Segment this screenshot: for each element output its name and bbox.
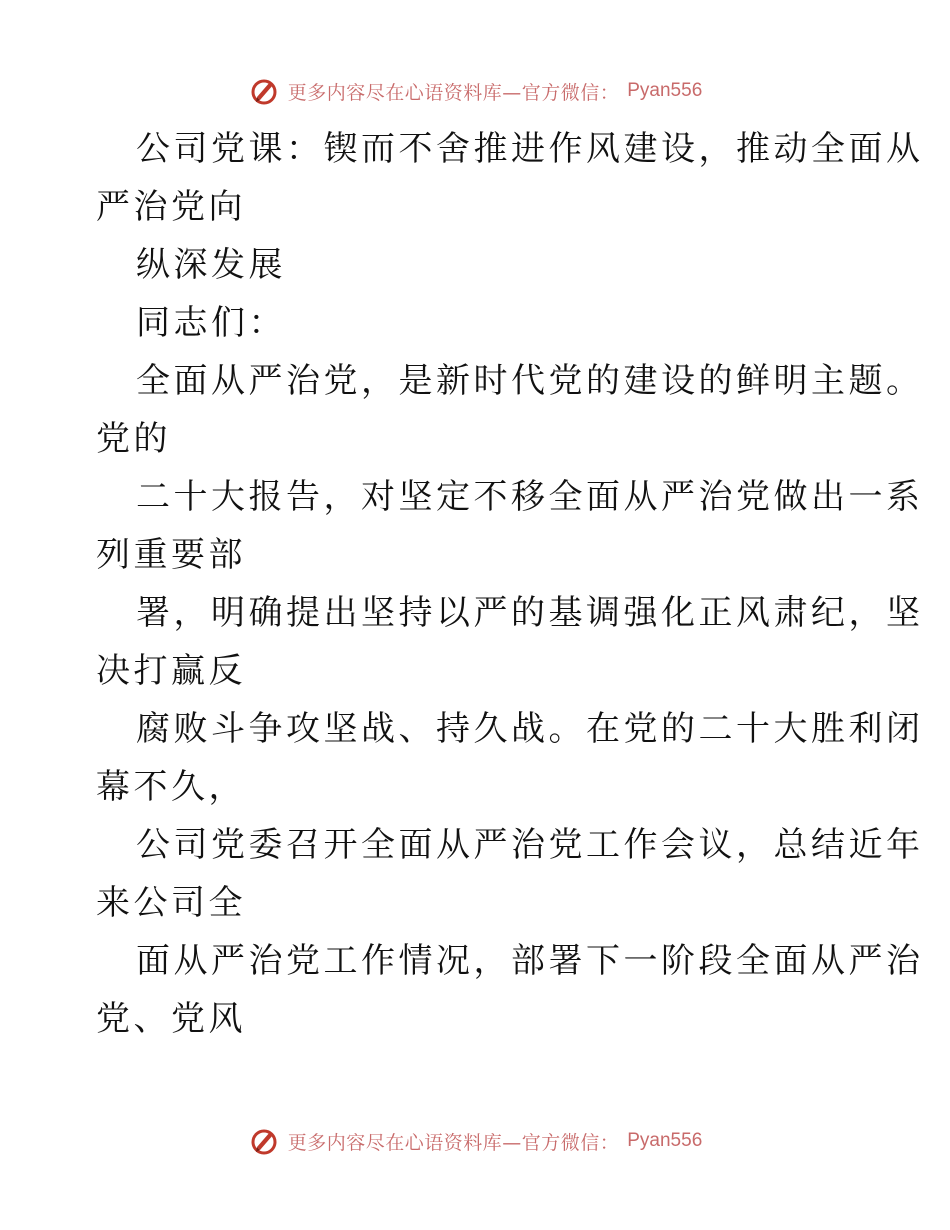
pen-logo-icon (248, 1125, 280, 1157)
watermark-account: Pyan556 (627, 1130, 703, 1151)
header-watermark (0, 71, 950, 111)
text-line: 决打赢反 (96, 651, 246, 691)
text-line: 严治党向 (96, 187, 246, 227)
text-line: 纵深发展 (136, 245, 286, 285)
text-line: 幕不久， (96, 767, 246, 807)
text-line: 同志们： (136, 303, 286, 343)
watermark-text: 更多内容尽在心语资料库—官方微信： (287, 81, 620, 104)
watermark-account: Pyan556 (627, 80, 703, 101)
text-line: 全面从严治党，是新时代党的建设的鲜明主题。 (136, 361, 924, 401)
pen-logo-icon (248, 75, 280, 107)
text-line: 来公司全 (96, 883, 246, 923)
watermark-text: 更多内容尽在心语资料库—官方微信： (287, 1131, 620, 1154)
footer-watermark (0, 1121, 950, 1161)
text-line: 公司党委召开全面从严治党工作会议，总结近年 (136, 825, 924, 865)
text-line: 署，明确提出坚持以严的基调强化正风肃纪，坚 (136, 593, 924, 633)
document-body (96, 120, 924, 1048)
text-line: 公司党课：锲而不舍推进作风建设，推动全面从 (136, 129, 924, 169)
text-line: 列重要部 (96, 535, 246, 575)
text-line: 党的 (96, 419, 171, 459)
text-line: 面从严治党工作情况，部署下一阶段全面从严治 (136, 941, 924, 981)
text-line: 二十大报告，对坚定不移全面从严治党做出一系 (136, 477, 924, 517)
text-line: 党、党风 (96, 999, 246, 1039)
text-line: 腐败斗争攻坚战、持久战。在党的二十大胜利闭 (136, 709, 924, 749)
